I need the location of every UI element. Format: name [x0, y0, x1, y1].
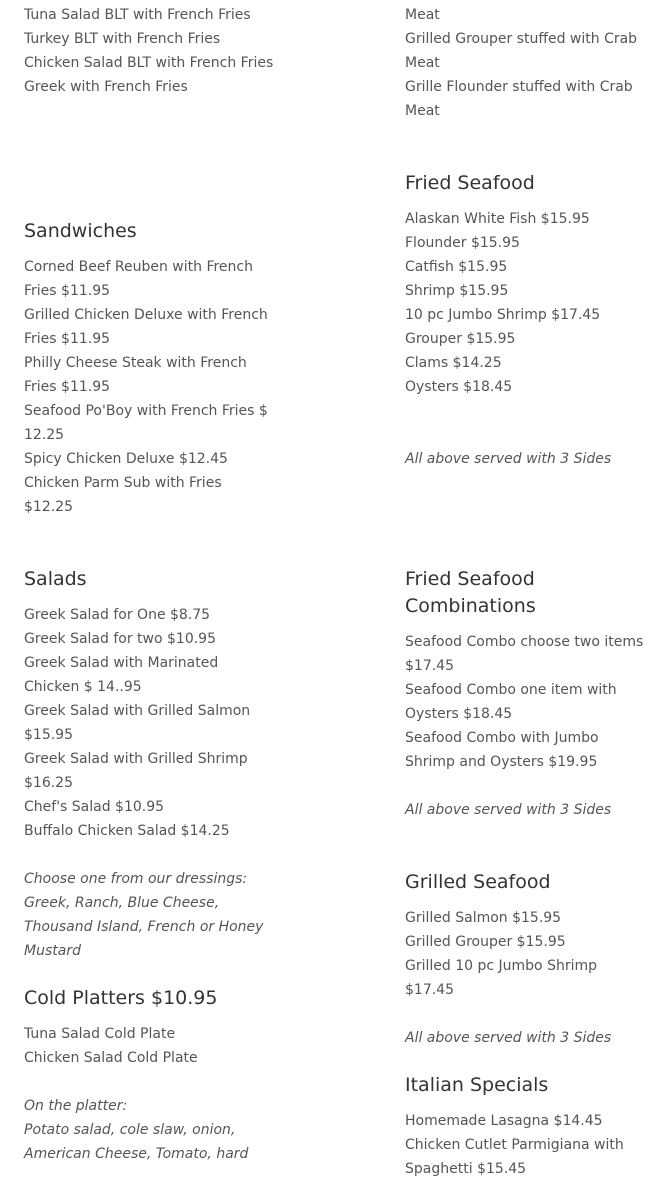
menu-item: Greek Salad for One $8.75	[24, 607, 211, 623]
section-title: Fried Seafood Combinations	[405, 568, 536, 617]
menu-item: Greek with French Fries	[24, 79, 188, 95]
menu-item-list	[405, 906, 650, 1002]
menu-item: 10 pc Jumbo Shrimp $17.45	[405, 307, 601, 323]
menu-section-sandwiches	[24, 218, 274, 519]
menu-item: Grilled Chicken Deluxe with French Fries $11.95	[24, 307, 268, 347]
menu-item: Grilled Salmon $15.95	[405, 910, 562, 926]
menu-item: Grilled Grouper $15.95	[405, 934, 566, 950]
dressing-note	[24, 867, 274, 963]
menu-item: Greek Salad with Grilled Shrimp $16.25	[24, 751, 248, 791]
menu-section-blt	[24, 3, 274, 99]
menu-item: Chicken Cutlet Parmigiana with Spaghetti $15.45	[405, 1137, 624, 1177]
menu-item: Chicken Parm Sub with Fries $12.25	[24, 475, 222, 515]
section-title: Grilled Seafood	[405, 871, 551, 893]
menu-section-fried-seafood-combinations	[405, 566, 650, 822]
menu-item: Shrimp $15.95	[405, 283, 509, 299]
menu-item: Grilled 10 pc Jumbo Shrimp $17.45	[405, 958, 597, 998]
menu-item: Homemade Lasagna $14.45	[405, 1113, 603, 1129]
menu-item-list	[405, 1109, 650, 1181]
menu-item: Chicken Salad BLT with French Fries	[24, 55, 274, 71]
menu-item: Oysters $18.45	[405, 379, 513, 395]
note-heading: Choose one from our dressings:	[24, 871, 248, 887]
menu-item: Seafood Po'Boy with French Fries $ 12.25	[24, 403, 268, 443]
menu-item: Turkey BLT with French Fries	[24, 31, 221, 47]
section-title: Salads	[24, 568, 87, 590]
sides-note: All above served with 3 Sides	[405, 1030, 612, 1046]
menu-item: Meat	[405, 7, 440, 23]
section-title: Cold Platters $10.95	[24, 987, 218, 1009]
menu-item: Greek Salad with Marinated Chicken $ 14..95	[24, 655, 219, 695]
menu-item: Flounder $15.95	[405, 235, 520, 251]
menu-item-list	[24, 3, 274, 99]
menu-section-cold-platters	[24, 985, 274, 1166]
menu-item: Greek Salad for two $10.95	[24, 631, 216, 647]
menu-item-list	[24, 603, 274, 843]
menu-item: Tuna Salad Cold Plate	[24, 1026, 176, 1042]
note-body: Greek, Ranch, Blue Cheese, Thousand Island, French or Honey Mustard	[24, 895, 264, 959]
menu-section-grilled-seafood	[405, 869, 650, 1050]
menu-item-list	[405, 630, 650, 774]
menu-item-list	[24, 1022, 274, 1070]
menu-item: Catfish $15.95	[405, 259, 508, 275]
menu-item-list	[405, 3, 650, 123]
sides-note: All above served with 3 Sides	[405, 802, 612, 818]
menu-item: Buffalo Chicken Salad $14.25	[24, 823, 230, 839]
menu-item: Alaskan White Fish $15.95	[405, 211, 590, 227]
menu-item: Clams $14.25	[405, 355, 502, 371]
menu-item: Chicken Salad Cold Plate	[24, 1050, 198, 1066]
platter-note	[24, 1094, 274, 1166]
section-title: Fried Seafood	[405, 172, 535, 194]
menu-section-salads	[24, 566, 274, 963]
menu-item-list	[405, 207, 650, 399]
note-heading: On the platter:	[24, 1098, 128, 1114]
menu-item: Grille Flounder stuffed with Crab Meat	[405, 79, 633, 119]
menu-item: Grilled Grouper stuffed with Crab Meat	[405, 31, 638, 71]
menu-section-stuffed-seafood	[405, 3, 650, 123]
note-body: Potato salad, cole slaw, onion, American Cheese, Tomato, hard	[24, 1122, 249, 1162]
menu-item: Greek Salad with Grilled Salmon $15.95	[24, 703, 251, 743]
menu-item: Spicy Chicken Deluxe $12.45	[24, 451, 228, 467]
menu-item: Seafood Combo choose two items $17.45	[405, 634, 644, 674]
menu-item: Seafood Combo with Jumbo Shrimp and Oysters $19.95	[405, 730, 599, 770]
menu-section-fried-seafood	[405, 170, 650, 471]
section-title: Sandwiches	[24, 220, 137, 242]
menu-item: Tuna Salad BLT with French Fries	[24, 7, 251, 23]
menu-item: Philly Cheese Steak with French Fries $11.95	[24, 355, 247, 395]
menu-item-list	[24, 255, 274, 519]
sides-note: All above served with 3 Sides	[405, 451, 612, 467]
menu-section-italian-specials	[405, 1072, 650, 1181]
menu-item: Grouper $15.95	[405, 331, 516, 347]
menu-item: Seafood Combo one item with Oysters $18.45	[405, 682, 617, 722]
menu-item: Chef's Salad $10.95	[24, 799, 165, 815]
menu-item: Corned Beef Reuben with French Fries $11.95	[24, 259, 253, 299]
section-title: Italian Specials	[405, 1074, 549, 1096]
